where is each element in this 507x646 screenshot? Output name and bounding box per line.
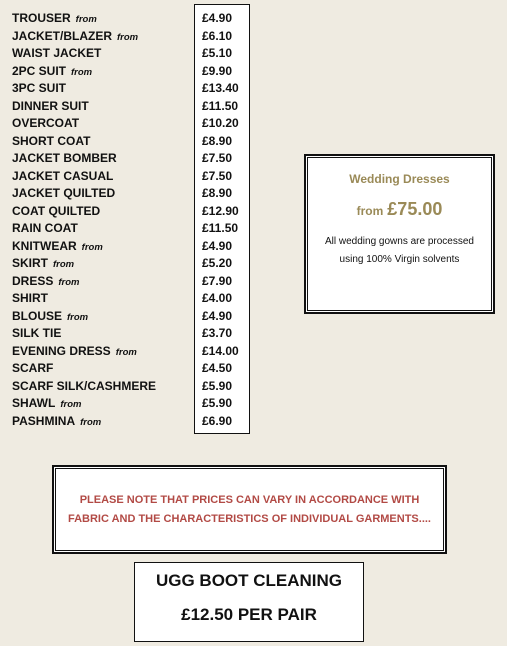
item-row <box>12 203 156 221</box>
item-name: COAT QUILTED <box>12 203 101 218</box>
item-row <box>12 28 156 46</box>
item-price: £4.90 <box>202 308 233 323</box>
item-row <box>12 255 156 273</box>
item-price: £6.10 <box>202 28 233 43</box>
price-list <box>202 10 239 430</box>
price-notice-panel <box>53 466 446 553</box>
item-qualifier: from <box>71 66 93 78</box>
item-price: £10.20 <box>202 116 239 130</box>
item-qualifier: from <box>80 416 102 428</box>
wedding-price <box>308 199 491 220</box>
item-qualifier: from <box>81 241 103 253</box>
item-row <box>12 413 156 431</box>
item-name: WAIST JACKET <box>12 46 102 60</box>
item-price: £4.90 <box>202 11 233 25</box>
item-qualifier: from <box>115 346 137 358</box>
item-row <box>12 80 156 98</box>
item-price: £7.50 <box>202 168 233 183</box>
item-row <box>12 133 156 151</box>
item-name: JACKET QUILTED <box>12 186 116 200</box>
item-qualifier: from <box>75 14 97 25</box>
item-price: £3.70 <box>202 326 233 340</box>
item-row <box>12 10 156 28</box>
item-name: DRESS <box>12 273 54 288</box>
item-price: £9.90 <box>202 63 233 78</box>
item-row <box>12 378 156 396</box>
item-row <box>12 308 156 326</box>
item-name: 2PC SUIT <box>12 63 67 78</box>
item-row <box>12 185 156 203</box>
item-price: £11.50 <box>202 221 239 235</box>
item-name: SHORT COAT <box>12 133 91 148</box>
item-row <box>12 273 156 291</box>
wedding-note: All wedding gowns are processed using 100% Virgin solvents <box>325 236 474 265</box>
item-row <box>12 115 156 133</box>
item-name: 3PC SUIT <box>12 81 67 95</box>
item-name: SILK TIE <box>12 326 62 340</box>
item-name: EVENING DRESS <box>12 343 111 358</box>
item-price: £6.90 <box>202 413 233 428</box>
item-row <box>12 45 156 63</box>
item-price: £11.50 <box>202 98 239 113</box>
price-notice-text: PLEASE NOTE THAT PRICES CAN VARY IN ACCORDANCE WITH FABRIC AND THE CHARACTERISTICS OF INDIVIDUAL GARMENTS.... <box>67 493 431 525</box>
item-qualifier: from <box>67 311 89 323</box>
wedding-price-prefix: from <box>356 204 384 218</box>
item-name: BLOUSE <box>12 308 63 323</box>
item-name: SKIRT <box>12 256 48 270</box>
item-name: RAIN COAT <box>12 221 78 235</box>
item-name: SCARF SILK/CASHMERE <box>12 378 157 393</box>
item-name: OVERCOAT <box>12 116 80 130</box>
ugg-price: £12.50 PER PAIR <box>181 605 317 624</box>
item-qualifier: from <box>60 399 82 410</box>
item-price: £5.10 <box>202 46 233 60</box>
item-row <box>12 98 156 116</box>
item-qualifier: from <box>117 31 139 43</box>
item-row <box>12 360 156 378</box>
wedding-dresses-panel <box>305 155 494 313</box>
item-name: PASHMINA <box>12 413 76 428</box>
item-row <box>12 150 156 168</box>
item-price: £4.50 <box>202 361 233 375</box>
item-name: JACKET BOMBER <box>12 151 117 165</box>
ugg-boot-panel <box>134 562 364 642</box>
item-price: £13.40 <box>202 81 239 95</box>
item-row <box>12 325 156 343</box>
item-row <box>12 343 156 361</box>
item-name: SHIRT <box>12 291 48 305</box>
price-column <box>194 4 250 434</box>
item-price: £12.90 <box>202 203 239 218</box>
item-name: JACKET/BLAZER <box>12 28 113 43</box>
item-name: JACKET CASUAL <box>12 168 114 183</box>
item-price: £7.90 <box>202 273 233 288</box>
item-name: SHAWL <box>12 396 56 410</box>
item-qualifier: from <box>58 276 80 288</box>
item-name: DINNER SUIT <box>12 98 89 113</box>
item-price: £4.00 <box>202 291 233 305</box>
item-price: £14.00 <box>202 343 239 358</box>
wedding-price-value: £75.00 <box>387 199 443 219</box>
item-price: £4.90 <box>202 238 233 253</box>
item-price: £5.90 <box>202 378 233 393</box>
item-name: SCARF <box>12 361 54 375</box>
item-price: £5.90 <box>202 396 233 410</box>
item-row <box>12 238 156 256</box>
item-row <box>12 168 156 186</box>
item-row <box>12 395 156 413</box>
item-price: £5.20 <box>202 256 233 270</box>
item-name: TROUSER <box>12 11 71 25</box>
wedding-title: Wedding Dresses <box>349 172 450 186</box>
item-price: £7.50 <box>202 151 233 165</box>
item-name: KNITWEAR <box>12 238 77 253</box>
item-row <box>12 290 156 308</box>
item-row <box>12 63 156 81</box>
ugg-title: UGG BOOT CLEANING <box>155 571 343 590</box>
item-price: £8.90 <box>202 133 233 148</box>
item-name-list <box>12 10 156 430</box>
item-qualifier: from <box>53 259 75 270</box>
item-price: £8.90 <box>202 186 233 200</box>
item-row <box>12 220 156 238</box>
